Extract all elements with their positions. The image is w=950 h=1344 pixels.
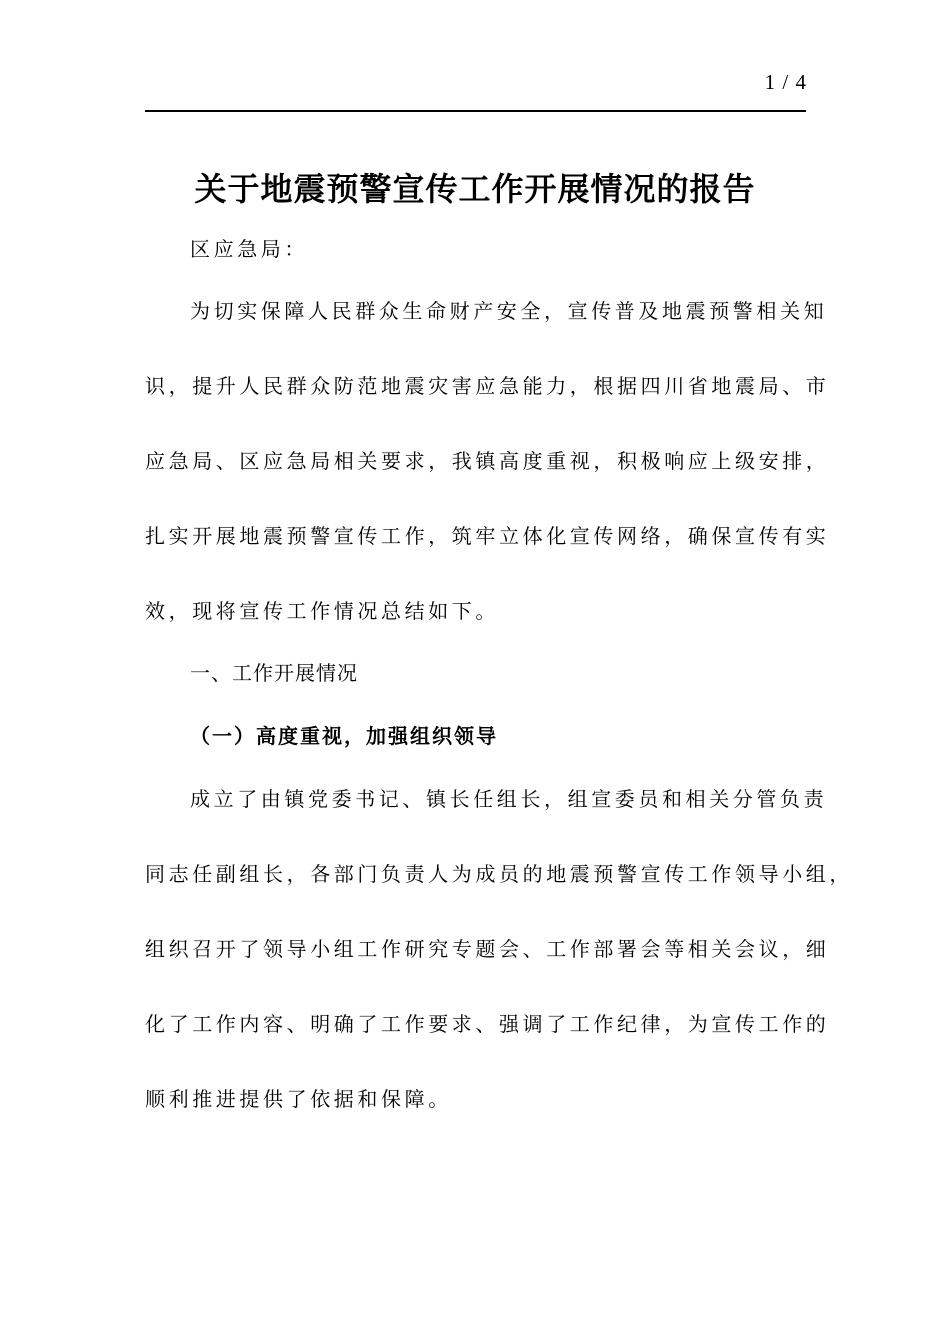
paragraph-line: 成立了由镇党委书记、镇长任组长，组宣委员和相关分管负责 (190, 787, 828, 811)
paragraph-line: 扎实开展地震预警宣传工作，筑牢立体化宣传网络，确保宣传有实 (145, 524, 830, 548)
paragraph-line: 为切实保障人民群众生命财产安全，宣传普及地震预警相关知 (190, 299, 828, 323)
paragraph-line: 化了工作内容、明确了工作要求、强调了工作纪律，为宣传工作的 (145, 1012, 830, 1036)
paragraph-line: 应急局、区应急局相关要求，我镇高度重视，积极响应上级安排， (145, 449, 830, 473)
paragraph-line: 同志任副组长，各部门负责人为成员的地震预警宣传工作领导小组， (145, 862, 853, 886)
salutation: 区应急局： (190, 237, 308, 261)
paragraph-line: 效，现将宣传工作情况总结如下。 (145, 599, 499, 623)
header-divider (145, 110, 806, 112)
paragraph-line: 识，提升人民群众防范地震灾害应急能力，根据四川省地震局、市 (145, 374, 830, 398)
document-title: 关于地震预警宣传工作开展情况的报告 (194, 170, 756, 208)
paragraph-line: 顺利推进提供了依据和保障。 (145, 1087, 452, 1111)
subsection-heading: （一）高度重视，加强组织领导 (190, 724, 498, 748)
page-number: 1 / 4 (764, 70, 807, 94)
section-heading: 一、工作开展情况 (190, 661, 358, 685)
paragraph-line: 组织召开了领导小组工作研究专题会、工作部署会等相关会议，细 (145, 937, 830, 961)
